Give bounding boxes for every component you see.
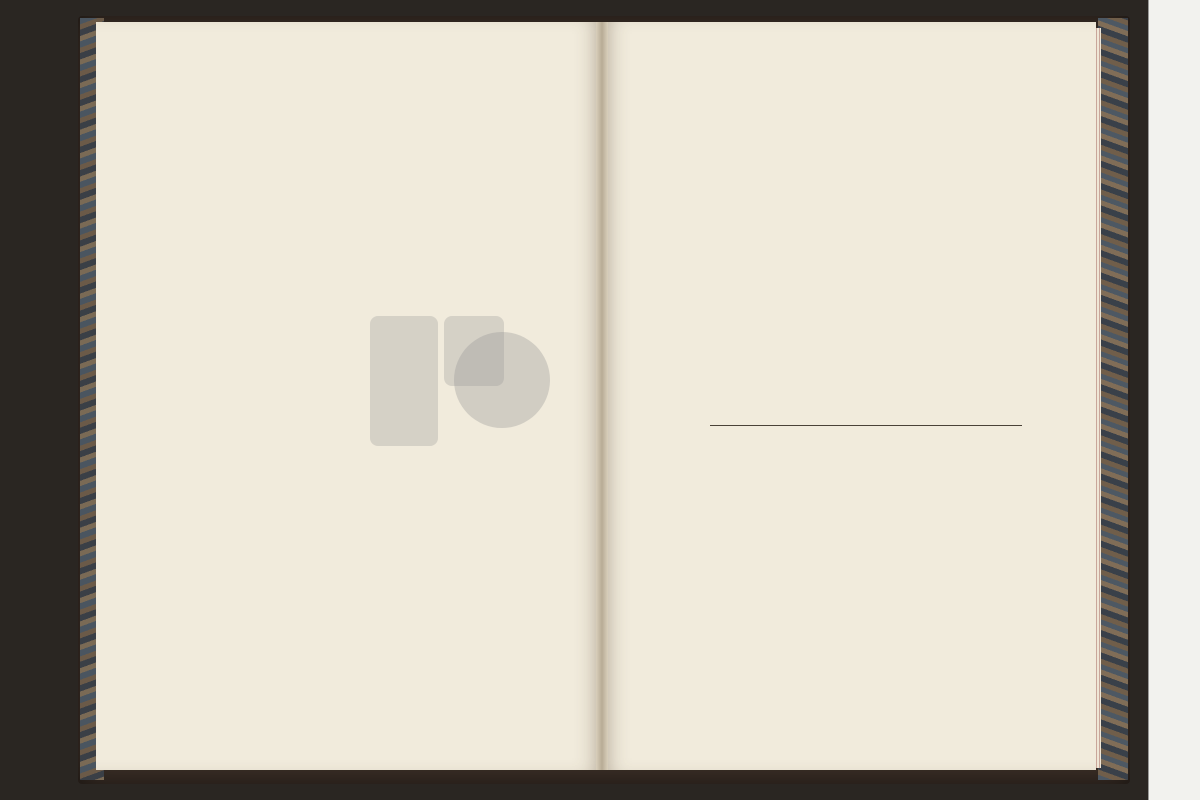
museum-watermark-logo [352,300,572,460]
book-gutter [596,22,608,770]
marbled-edge-right [1098,18,1128,780]
right-page [602,22,1096,770]
footnote-rule [710,425,1022,426]
measurement-ruler [1148,0,1200,800]
